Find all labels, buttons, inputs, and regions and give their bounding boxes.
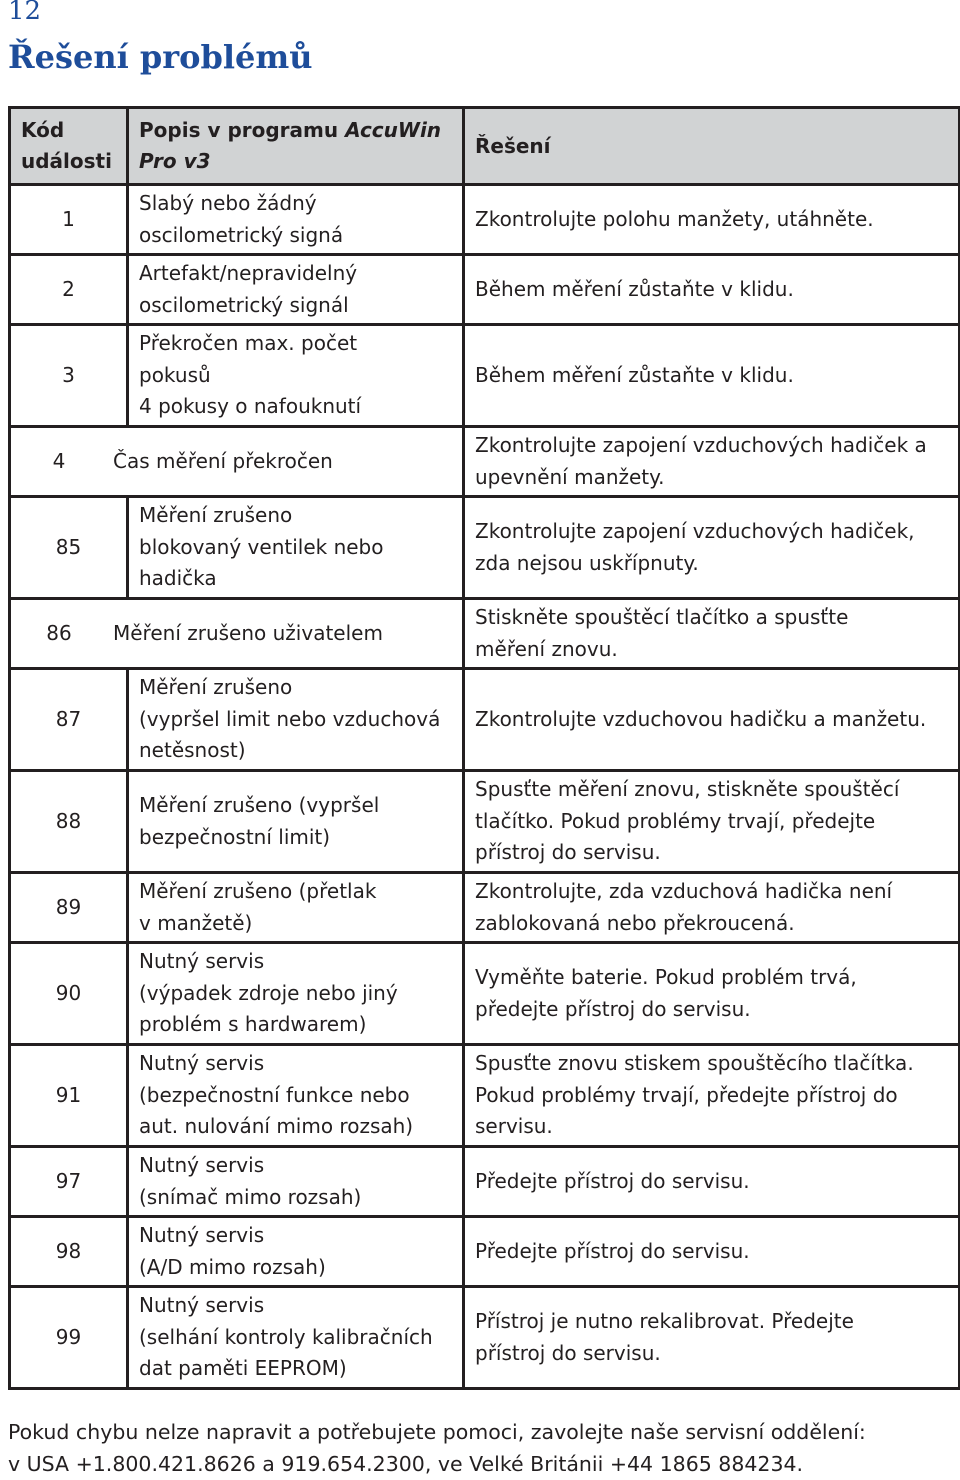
table-row [10,1045,960,1147]
table-row [10,1287,960,1389]
table-row [10,1217,960,1287]
table-body [10,185,960,1389]
row-solution: Vyměňte baterie. Pokud problém trvá, předejte přístroj do servisu. [464,943,960,1045]
row-description: Měření zrušeno uživatelem [113,620,383,645]
row-code: 98 [10,1217,128,1287]
row-code: 97 [10,1147,128,1217]
row-code: 89 [10,873,128,943]
table-row [10,325,960,427]
row-solution: Spusťte znovu stiskem spouštěcího tlačítka. Pokud problémy trvají, předejte přístroj do servisu. [464,1045,960,1147]
row-solution: Zkontrolujte vzduchovou hadičku a manžetu. [464,669,960,771]
footer-contact [8,1416,958,1480]
row-code: 1 [10,185,128,255]
row-code: 86 [46,620,72,645]
row-description: Nutný servis (snímač mimo rozsah) [128,1147,464,1217]
header-description-italic: AccuWin Pro v3 [139,118,442,173]
footer-line-2: v USA +1.800.421.8626 a 919.654.2300, ve Velké Británii +44 1865 884234. [8,1452,804,1476]
row-description: Měření zrušeno blokovaný ventilek nebo hadička [128,497,464,599]
table-row [10,873,960,943]
row-code: 3 [10,325,128,427]
row-code: 4 [52,448,66,473]
row-code: 90 [10,943,128,1045]
page-number: 12 [8,0,42,26]
header-description [128,108,464,185]
row-code: 2 [10,255,128,325]
row-solution: Spusťte měření znovu, stiskněte spouštěcí tlačítko. Pokud problémy trvají, předejte přístroj do servisu. [464,771,960,873]
header-solution: Řešení [464,108,960,185]
table-row [10,943,960,1045]
row-description: Překročen max. počet pokusů 4 pokusy o nafouknutí [128,325,464,427]
table-row [10,497,960,599]
row-solution: Zkontrolujte zapojení vzduchových hadiček a upevnění manžety. [464,427,960,497]
header-description-prefix: Popis v programu [139,118,346,142]
row-description: Artefakt/nepravidelný oscilometrický signál [128,255,464,325]
row-solution: Během měření zůstaňte v klidu. [464,255,960,325]
header-code: Kód události [10,108,128,185]
row-code: 99 [10,1287,128,1389]
row-solution: Zkontrolujte zapojení vzduchových hadiček, zda nejsou uskřípnuty. [464,497,960,599]
table-row [10,771,960,873]
table-row [10,427,960,497]
row-description: Měření zrušeno (vypršel bezpečnostní limit) [128,771,464,873]
row-solution: Předejte přístroj do servisu. [464,1147,960,1217]
row-code: 85 [10,497,128,599]
table-row [10,255,960,325]
row-solution: Zkontrolujte polohu manžety, utáhněte. [464,185,960,255]
row-solution: Během měření zůstaňte v klidu. [464,325,960,427]
troubleshooting-table [8,106,960,1390]
row-solution: Předejte přístroj do servisu. [464,1217,960,1287]
row-solution: Přístroj je nutno rekalibrovat. Předejte přístroj do servisu. [464,1287,960,1389]
row-code: 88 [10,771,128,873]
table-row [10,185,960,255]
table-header-row [10,108,960,185]
row-description: Nutný servis (A/D mimo rozsah) [128,1217,464,1287]
row-description: Měření zrušeno (vypršel limit nebo vzduchová netěsnost) [128,669,464,771]
table-row [10,599,960,669]
table-row [10,669,960,771]
row-description: Měření zrušeno (přetlak v manžetě) [128,873,464,943]
row-description: Nutný servis (výpadek zdroje nebo jiný problém s hardwarem) [128,943,464,1045]
row-solution: Stiskněte spouštěcí tlačítko a spusťte měření znovu. [464,599,960,669]
row-code: 87 [10,669,128,771]
row-code-description [10,599,464,669]
footer-line-1: Pokud chybu nelze napravit a potřebujete pomoci, zavolejte naše servisní oddělení: [8,1420,866,1444]
table-row [10,1147,960,1217]
page-title: Řešení problémů [8,38,313,76]
row-description: Čas měření překročen [113,448,333,473]
row-description: Nutný servis (selhání kontroly kalibračních dat paměti EEPROM) [128,1287,464,1389]
row-code-description [10,427,464,497]
row-description: Nutný servis (bezpečnostní funkce nebo aut. nulování mimo rozsah) [128,1045,464,1147]
row-code: 91 [10,1045,128,1147]
row-description: Slabý nebo žádný oscilometrický signá [128,185,464,255]
row-solution: Zkontrolujte, zda vzduchová hadička není zablokovaná nebo překroucená. [464,873,960,943]
